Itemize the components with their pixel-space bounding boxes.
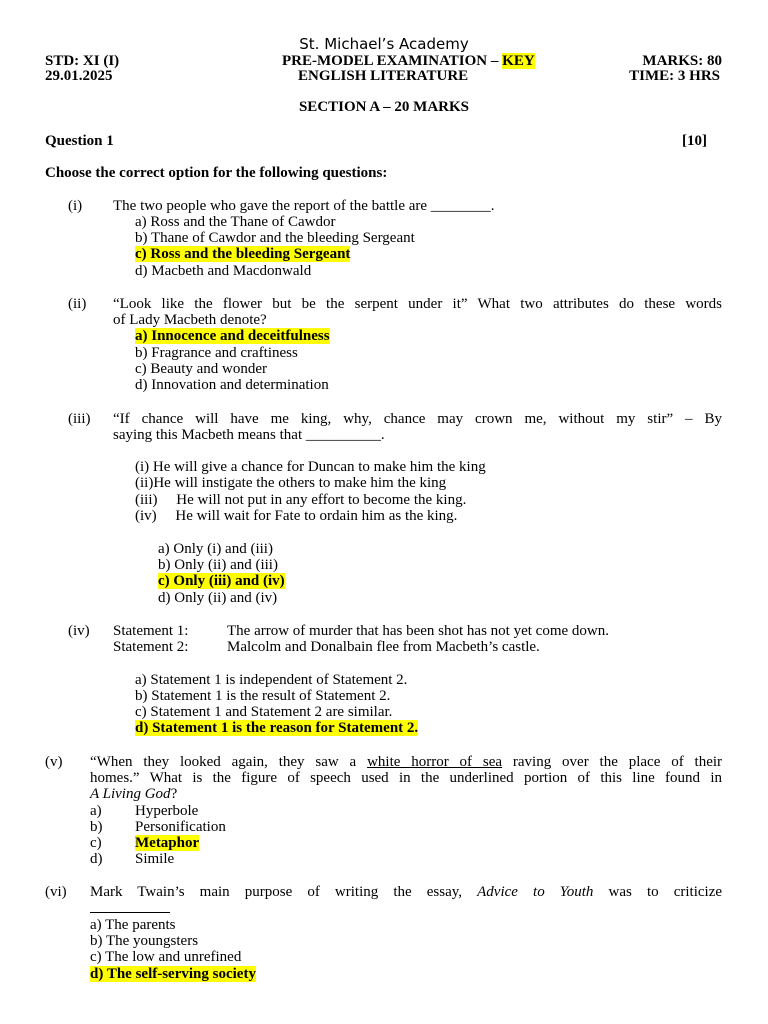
q2-stem-line2: of Lady Macbeth denote? xyxy=(113,312,267,328)
q1-option-d: d) Macbeth and Macdonwald xyxy=(135,263,312,279)
q2-option-d: d) Innovation and determination xyxy=(135,377,329,393)
q3-option-b: b) Only (ii) and (iii) xyxy=(158,557,278,573)
q6-stem-line1: Mark Twain’s main purpose of writing the essay, Advice to Youth was to criticize xyxy=(90,884,723,900)
q3-number: (iii) xyxy=(68,411,91,427)
q2-option-b: b) Fragrance and craftiness xyxy=(135,345,298,361)
q6-answer-blank xyxy=(90,912,170,913)
q6-number: (vi) xyxy=(45,884,67,900)
q5-letter-c: c) xyxy=(90,835,102,851)
q5-option-a: Hyperbole xyxy=(135,803,199,819)
q4-option-a: a) Statement 1 is independent of Statement 2. xyxy=(135,672,408,688)
q3-statement-4: (iv) He will wait for Fate to ordain him as the king. xyxy=(135,508,458,524)
q6-essay-title: Advice to Youth xyxy=(477,884,594,900)
q5-letter-b: b) xyxy=(90,819,103,835)
question-instruction: Choose the correct option for the following questions: xyxy=(45,165,388,181)
q5-stem-line2: homes.” What is the figure of speech used in the underlined portion of this line found in xyxy=(90,770,722,786)
subject: ENGLISH LITERATURE xyxy=(298,68,469,84)
q6-option-c: c) The low and unrefined xyxy=(90,949,242,965)
q4-option-c: c) Statement 1 and Statement 2 are similar. xyxy=(135,704,393,720)
q5-option-c-answer: Metaphor xyxy=(135,835,200,851)
question-label: Question 1 xyxy=(45,133,114,149)
q3-statement-3: (iii) He will not put in any effort to become the king. xyxy=(135,492,467,508)
q6-option-d-answer: d) The self-serving society xyxy=(90,966,256,982)
q3-statement-1: (i) He will give a chance for Duncan to make him the king xyxy=(135,459,486,475)
q3-statement-2: (ii)He will instigate the others to make him the king xyxy=(135,475,447,491)
q4-statement1-label: Statement 1: xyxy=(113,623,189,639)
q5-stem-line3: A Living God? xyxy=(90,786,178,802)
q5-story-title: A Living God xyxy=(90,786,171,802)
exam-title: PRE-MODEL EXAMINATION – KEY xyxy=(282,53,535,69)
q4-statement2-text: Malcolm and Donalbain flee from Macbeth’s castle. xyxy=(227,639,540,655)
q5-underlined-phrase: white horror of sea xyxy=(367,754,503,770)
q6-option-a: a) The parents xyxy=(90,917,176,933)
q2-stem-line1: “Look like the flower but be the serpent under it” What two attributes do these words xyxy=(113,296,722,312)
q1-stem: The two people who gave the report of the battle are ________. xyxy=(113,198,495,214)
q4-option-d-answer: d) Statement 1 is the reason for Statement 2. xyxy=(135,720,419,736)
q1-number: (i) xyxy=(68,198,83,214)
total-marks: MARKS: 80 xyxy=(642,53,722,69)
q5-stem-line1: “When they looked again, they saw a white horror of sea raving over the place of their xyxy=(90,754,723,770)
q3-stem-line2: saying this Macbeth means that __________. xyxy=(113,427,385,443)
q4-statement1-text: The arrow of murder that has been shot has not yet come down. xyxy=(227,623,609,639)
q2-option-a-answer: a) Innocence and deceitfulness xyxy=(135,328,330,344)
q1-option-b: b) Thane of Cawdor and the bleeding Sergeant xyxy=(135,230,415,246)
exam-time: TIME: 3 HRS xyxy=(629,68,720,84)
q4-statement2-label: Statement 2: xyxy=(113,639,189,655)
q4-option-b: b) Statement 1 is the result of Statement 2. xyxy=(135,688,391,704)
q5-option-d: Simile xyxy=(135,851,175,867)
q3-option-d: d) Only (ii) and (iv) xyxy=(158,590,278,606)
q3-option-c-answer: c) Only (iii) and (iv) xyxy=(158,573,285,589)
q6-option-b: b) The youngsters xyxy=(90,933,199,949)
q1-option-c-answer: c) Ross and the bleeding Sergeant xyxy=(135,246,351,262)
question-marks: [10] xyxy=(682,133,707,149)
q5-number: (v) xyxy=(45,754,63,770)
q2-number: (ii) xyxy=(68,296,87,312)
q5-option-b: Personification xyxy=(135,819,226,835)
key-badge: KEY xyxy=(502,53,535,69)
std-label: STD: XI (I) xyxy=(45,53,120,69)
section-title: SECTION A – 20 MARKS xyxy=(298,99,470,115)
q3-stem-line1: “If chance will have me king, why, chance may crown me, without my stir” – By xyxy=(113,411,722,427)
q4-number: (iv) xyxy=(68,623,90,639)
exam-date: 29.01.2025 xyxy=(45,68,113,84)
school-name: St. Michael’s Academy xyxy=(299,35,469,53)
q5-letter-a: a) xyxy=(90,803,102,819)
q2-option-c: c) Beauty and wonder xyxy=(135,361,268,377)
q3-option-a: a) Only (i) and (iii) xyxy=(158,541,273,557)
q1-option-a: a) Ross and the Thane of Cawdor xyxy=(135,214,336,230)
q5-letter-d: d) xyxy=(90,851,103,867)
